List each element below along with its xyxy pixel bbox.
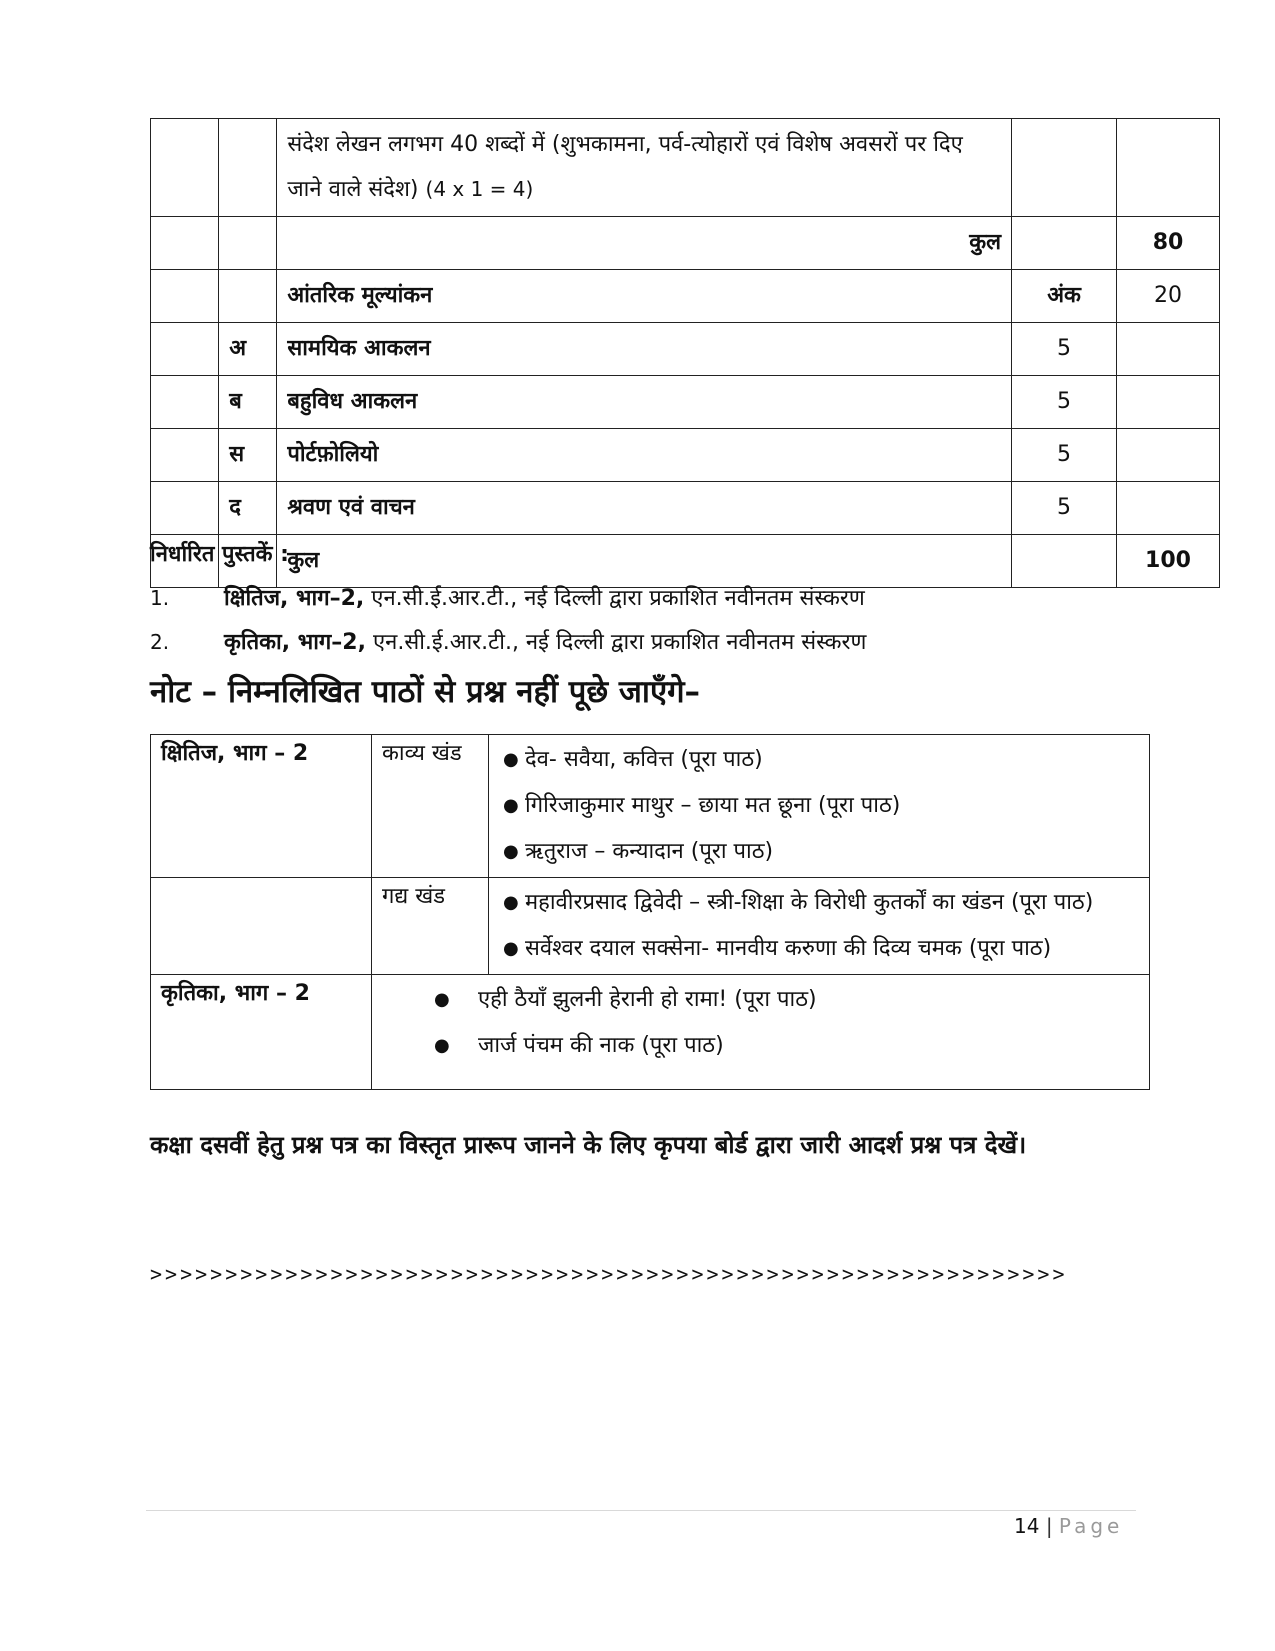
kavya-lessons-list <box>499 737 1139 875</box>
book-name: क्षितिज, भाग–2, <box>224 586 365 611</box>
page-separator: | <box>1045 1514 1053 1538</box>
table-row <box>151 482 1220 535</box>
item-label: श्रवण एवं वाचन <box>277 482 1012 535</box>
book-number: 1. <box>150 586 170 610</box>
item-marks: 5 <box>1012 323 1117 376</box>
list-item: ● जार्ज पंचम की नाक (पूरा पाठ) <box>478 1023 1139 1069</box>
arrow-divider: >>>>>>>>>>>>>>>>>>>>>>>>>>>>>>>>>>>>>>>>>>>>>>>>>>>>>>>>>>>>> <box>150 1262 1068 1286</box>
bullet-icon: ● <box>434 1035 450 1056</box>
kritika-book-label: कृतिका, भाग – 2 <box>151 975 372 1090</box>
item-letter: ब <box>219 376 277 429</box>
page-number: 14 <box>1014 1514 1040 1538</box>
kavya-section-label: काव्य खंड <box>372 735 489 878</box>
marks-header: अंक <box>1012 270 1117 323</box>
item-marks: 5 <box>1012 482 1117 535</box>
list-item: ● देव- सवैया, कवित्त (पूरा पाठ) <box>525 737 1139 783</box>
note-heading: नोट – निम्नलिखित पाठों से प्रश्न नहीं पूछे जाएँगे– <box>150 674 701 710</box>
total-value-2: 100 <box>1117 535 1220 588</box>
item-letter: स <box>219 429 277 482</box>
table-row <box>151 376 1220 429</box>
list-item <box>150 626 866 656</box>
item-marks: 5 <box>1012 429 1117 482</box>
prescribed-books-title: निर्धारित पुस्तकें : <box>150 542 289 567</box>
excluded-lessons-table <box>150 734 1150 1090</box>
marks-row-internal <box>151 270 1220 323</box>
item-label: पोर्टफ़ोलियो <box>277 429 1012 482</box>
internal-total: 20 <box>1117 270 1220 323</box>
list-item: ● ऋतुराज – कन्यादान (पूरा पाठ) <box>525 829 1139 875</box>
marks-row-total-2 <box>151 535 1220 588</box>
gadya-section-label: गद्य खंड <box>372 878 489 975</box>
item-letter: अ <box>219 323 277 376</box>
kshitij-book-label: क्षितिज, भाग – 2 <box>151 735 372 878</box>
book-publisher: एन.सी.ई.आर.टी., नई दिल्ली द्वारा प्रकाशित नवीनतम संस्करण <box>371 586 865 611</box>
total-label-1: कुल <box>277 217 1012 270</box>
table-row <box>151 878 1150 975</box>
message-writing-text: संदेश लेखन लगभग 40 शब्दों में (शुभकामना, पर्व-त्योहारों एवं विशेष अवसरों पर दिए जाने वाले संदेश) <box>287 132 963 202</box>
gadya-lessons-list <box>499 880 1139 972</box>
marks-table <box>150 118 1220 588</box>
book-publisher: एन.सी.ई.आर.टी., नई दिल्ली द्वारा प्रकाशित नवीनतम संस्करण <box>372 630 867 655</box>
total-value-1: 80 <box>1117 217 1220 270</box>
kritika-lessons-list <box>382 977 1139 1069</box>
message-marks-note: (4 x 1 = 4) <box>425 177 534 201</box>
item-marks: 5 <box>1012 376 1117 429</box>
marks-row-total-1 <box>151 217 1220 270</box>
bullet-icon: ● <box>503 749 519 770</box>
page-word: Page <box>1058 1514 1124 1538</box>
list-item <box>150 582 865 612</box>
item-label: सामयिक आकलन <box>277 323 1012 376</box>
list-item: ● महावीरप्रसाद द्विवेदी – स्त्री-शिक्षा के विरोधी कुतर्कों का खंडन (पूरा पाठ) <box>525 880 1139 926</box>
bullet-icon: ● <box>503 841 519 862</box>
book-name: कृतिका, भाग–2, <box>224 630 366 655</box>
table-row <box>151 323 1220 376</box>
list-item: ● सर्वेश्वर दयाल सक्सेना- मानवीय करुणा की दिव्य चमक (पूरा पाठ) <box>525 926 1139 972</box>
item-label: बहुविध आकलन <box>277 376 1012 429</box>
table-row <box>151 975 1150 1090</box>
table-row <box>151 735 1150 878</box>
question-paper-note: कक्षा दसवीं हेतु प्रश्न पत्र का विस्तृत प्रारूप जानने के लिए कृपया बोर्ड द्वारा जारी आदर्श प्रश्न पत्र देखें। <box>150 1131 1027 1159</box>
footer-rule <box>146 1510 1136 1511</box>
item-letter: द <box>219 482 277 535</box>
list-item: ● एही ठैयाँ झुलनी हेरानी हो रामा! (पूरा पाठ) <box>478 977 1139 1023</box>
bullet-icon: ● <box>503 938 519 959</box>
book-number: 2. <box>150 630 170 654</box>
table-row <box>151 429 1220 482</box>
bullet-icon: ● <box>434 989 450 1010</box>
internal-assessment-label: आंतरिक मूल्यांकन <box>277 270 1012 323</box>
bullet-icon: ● <box>503 892 519 913</box>
marks-row-message <box>151 119 1220 217</box>
page-footer <box>1014 1514 1123 1538</box>
total-label-2: कुल <box>277 535 1012 588</box>
list-item: ● गिरिजाकुमार माथुर – छाया मत छूना (पूरा पाठ) <box>525 783 1139 829</box>
bullet-icon: ● <box>503 795 519 816</box>
